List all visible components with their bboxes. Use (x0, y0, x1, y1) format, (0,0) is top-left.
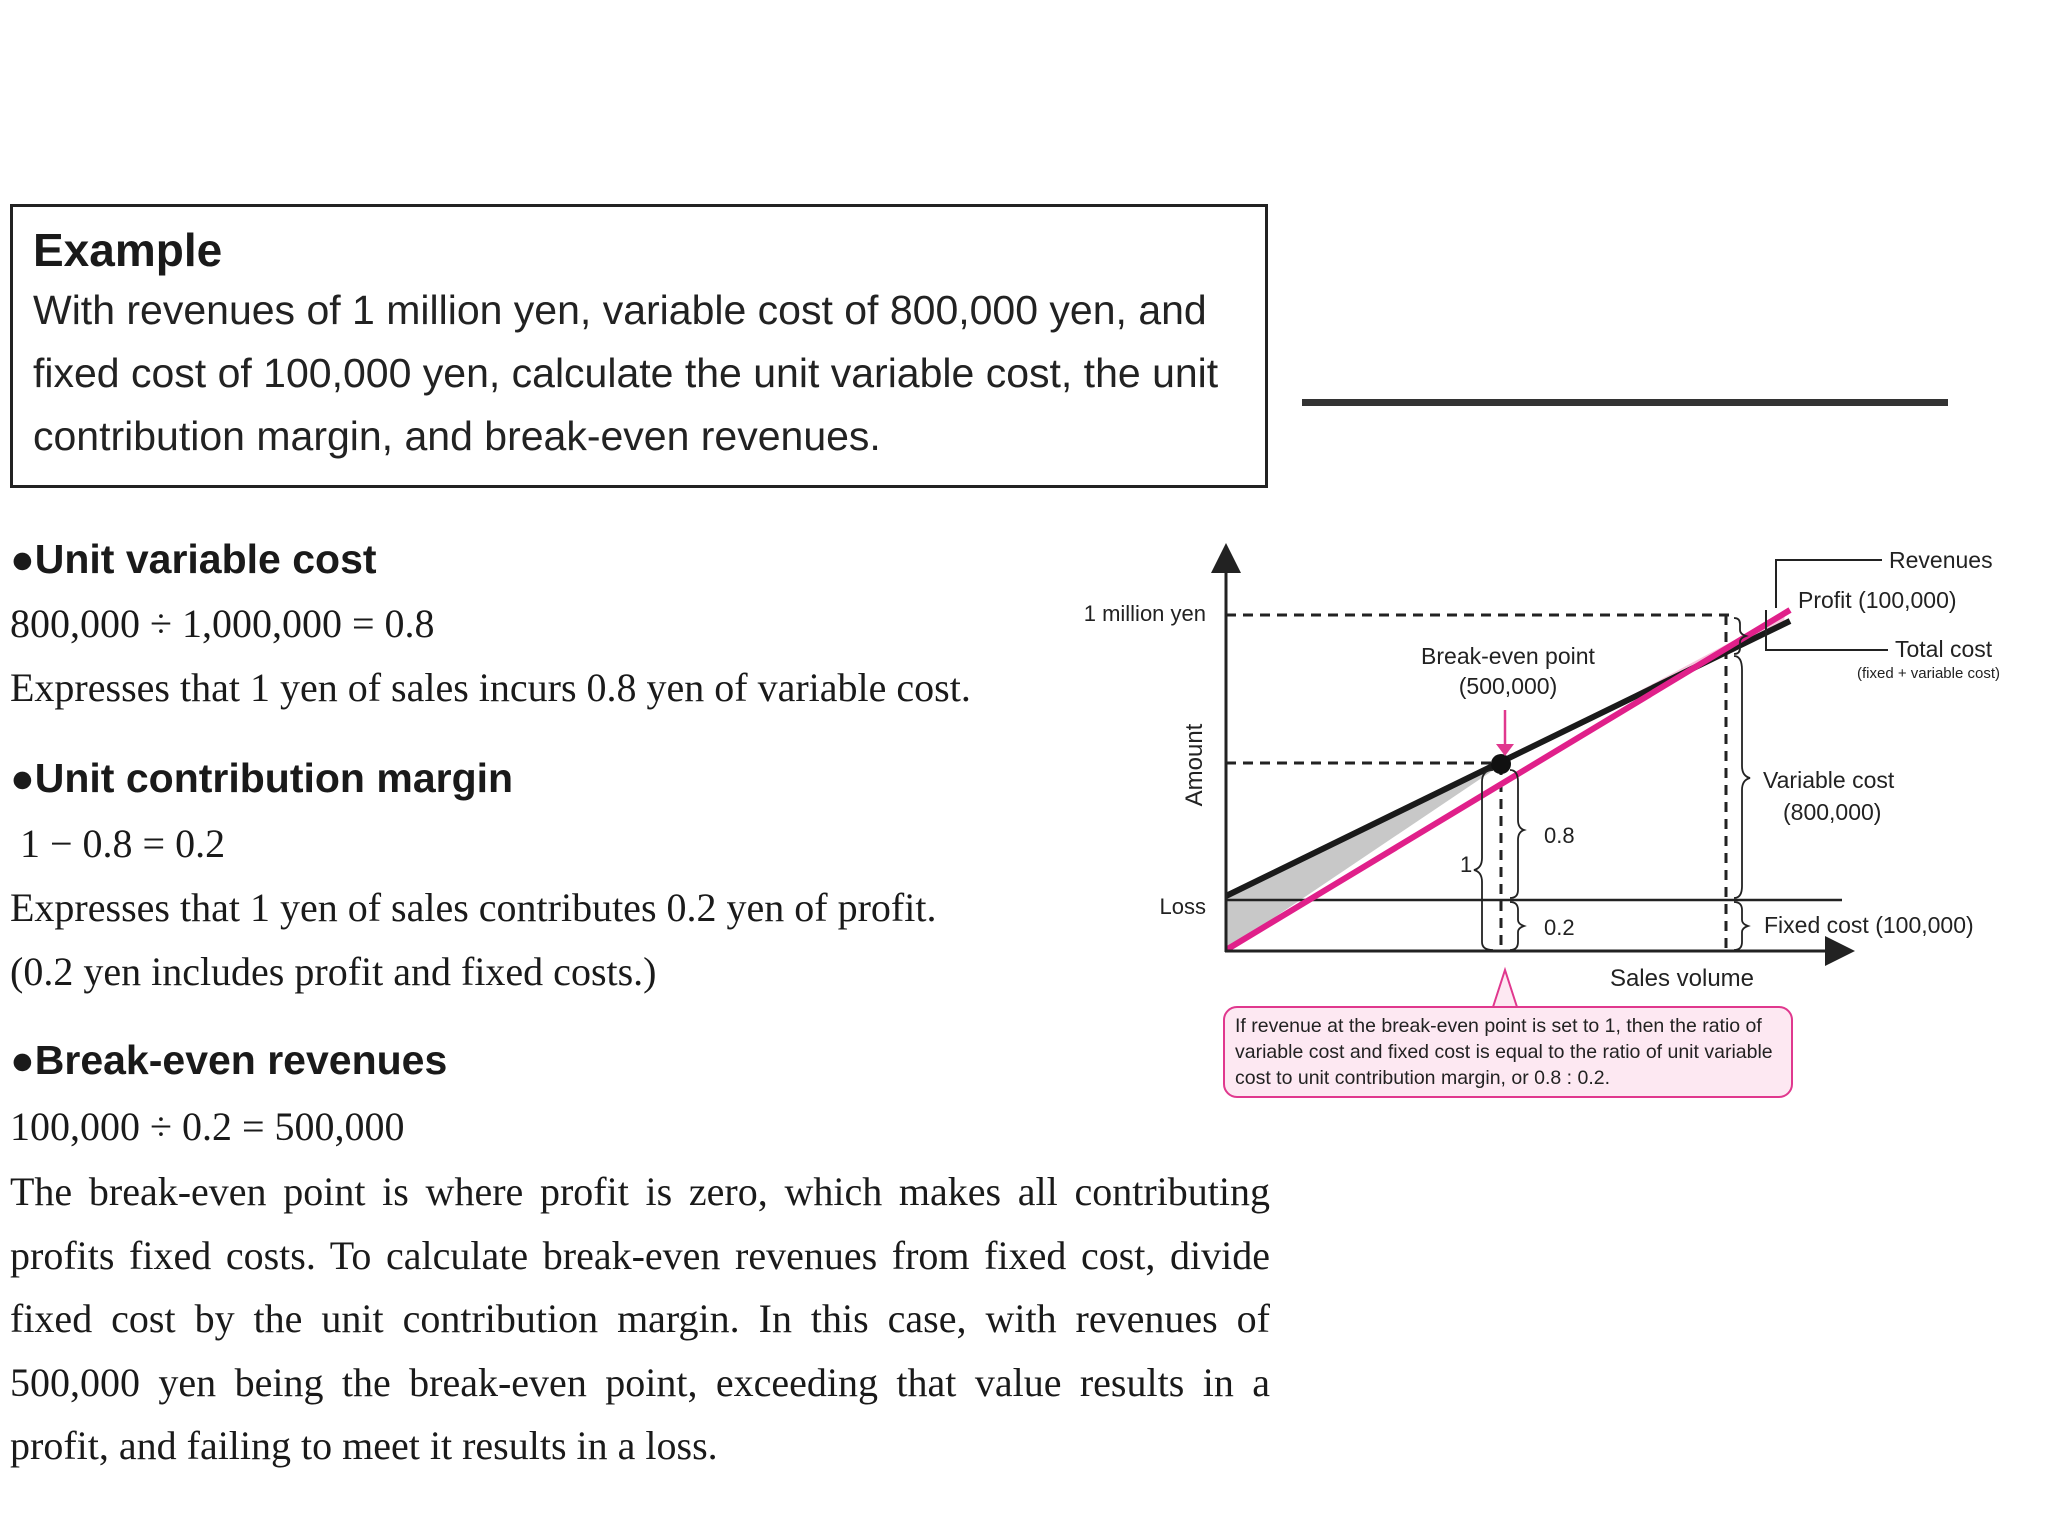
break-even-point (1491, 754, 1511, 774)
brace-variable-cost (1734, 656, 1750, 898)
example-box (10, 204, 1268, 488)
brace-fixed-cost (1734, 902, 1748, 950)
brace-02 (1510, 902, 1524, 950)
break-even-diagram (1050, 530, 2048, 1010)
formula-unit-contribution-margin: 1 − 0.8 = 0.2 (20, 821, 226, 866)
variable-cost-value: (800,000) (1783, 799, 1882, 825)
heading-break-even-revenues: ●Break-even revenues (10, 1037, 448, 1083)
total-cost-note: (fixed + variable cost) (1857, 665, 2000, 682)
callout-pointer (1493, 970, 1517, 1007)
label-0-8: 0.8 (1544, 823, 1575, 848)
text-break-even-revenues: The break-even point is where profit is zero, which makes all contributing profits fixed costs. To calculate break-even revenues from fixed cost, divide fixed cost by the unit contribution margin. In this case, with revenues of 500,000 yen being the break-even point, exceeding that value results in a profit, and failing to meet it results in a loss. (10, 1169, 1270, 1468)
loss-label: Loss (1159, 894, 1206, 919)
text-unit-contribution-margin-1: Expresses that 1 yen of sales contributes 0.2 yen of profit. (10, 885, 937, 930)
x-axis-label: Sales volume (1609, 965, 1755, 992)
heading-unit-variable-cost: ●Unit variable cost (10, 536, 377, 582)
formula-break-even-revenues: 100,000 ÷ 0.2 = 500,000 (10, 1104, 405, 1149)
break-even-value: (500,000) (1458, 673, 1558, 699)
callout-note: If revenue at the break-even point is set to 1, then the ratio of variable cost and fixed cost is equal to the ratio of unit variable cost to unit contribution margin, or 0.8 : 0.2. (1223, 1006, 1793, 1098)
label-one: 1 (1460, 852, 1473, 877)
profit-label: Profit (100,000) (1798, 587, 1957, 613)
formula-unit-variable-cost: 800,000 ÷ 1,000,000 = 0.8 (10, 601, 435, 646)
fixed-cost-label: Fixed cost (100,000) (1764, 912, 1974, 938)
break-even-label: Break-even point (1421, 643, 1595, 669)
text-unit-variable-cost: Expresses that 1 yen of sales incurs 0.8 yen of variable cost. (10, 665, 971, 710)
variable-cost-label: Variable cost (1763, 767, 1895, 793)
horizontal-rule (1302, 399, 1948, 406)
y-axis-label: Amount (1181, 723, 1208, 807)
example-body: With revenues of 1 million yen, variable cost of 800,000 yen, and fixed cost of 100,000 yen, calculate the unit variable cost, the unit contribution margin, and break-even revenues. (33, 287, 1219, 459)
text-unit-contribution-margin-2: (0.2 yen includes profit and fixed costs.) (10, 949, 657, 994)
heading-unit-contribution-margin: ●Unit contribution margin (10, 755, 514, 801)
revenues-label: Revenues (1889, 547, 1993, 573)
example-title: Example (33, 224, 223, 276)
y-top-label: 1 million yen (1083, 601, 1206, 626)
label-0-2: 0.2 (1544, 915, 1575, 940)
total-cost-label: Total cost (1895, 636, 1993, 662)
brace-08 (1510, 770, 1524, 898)
